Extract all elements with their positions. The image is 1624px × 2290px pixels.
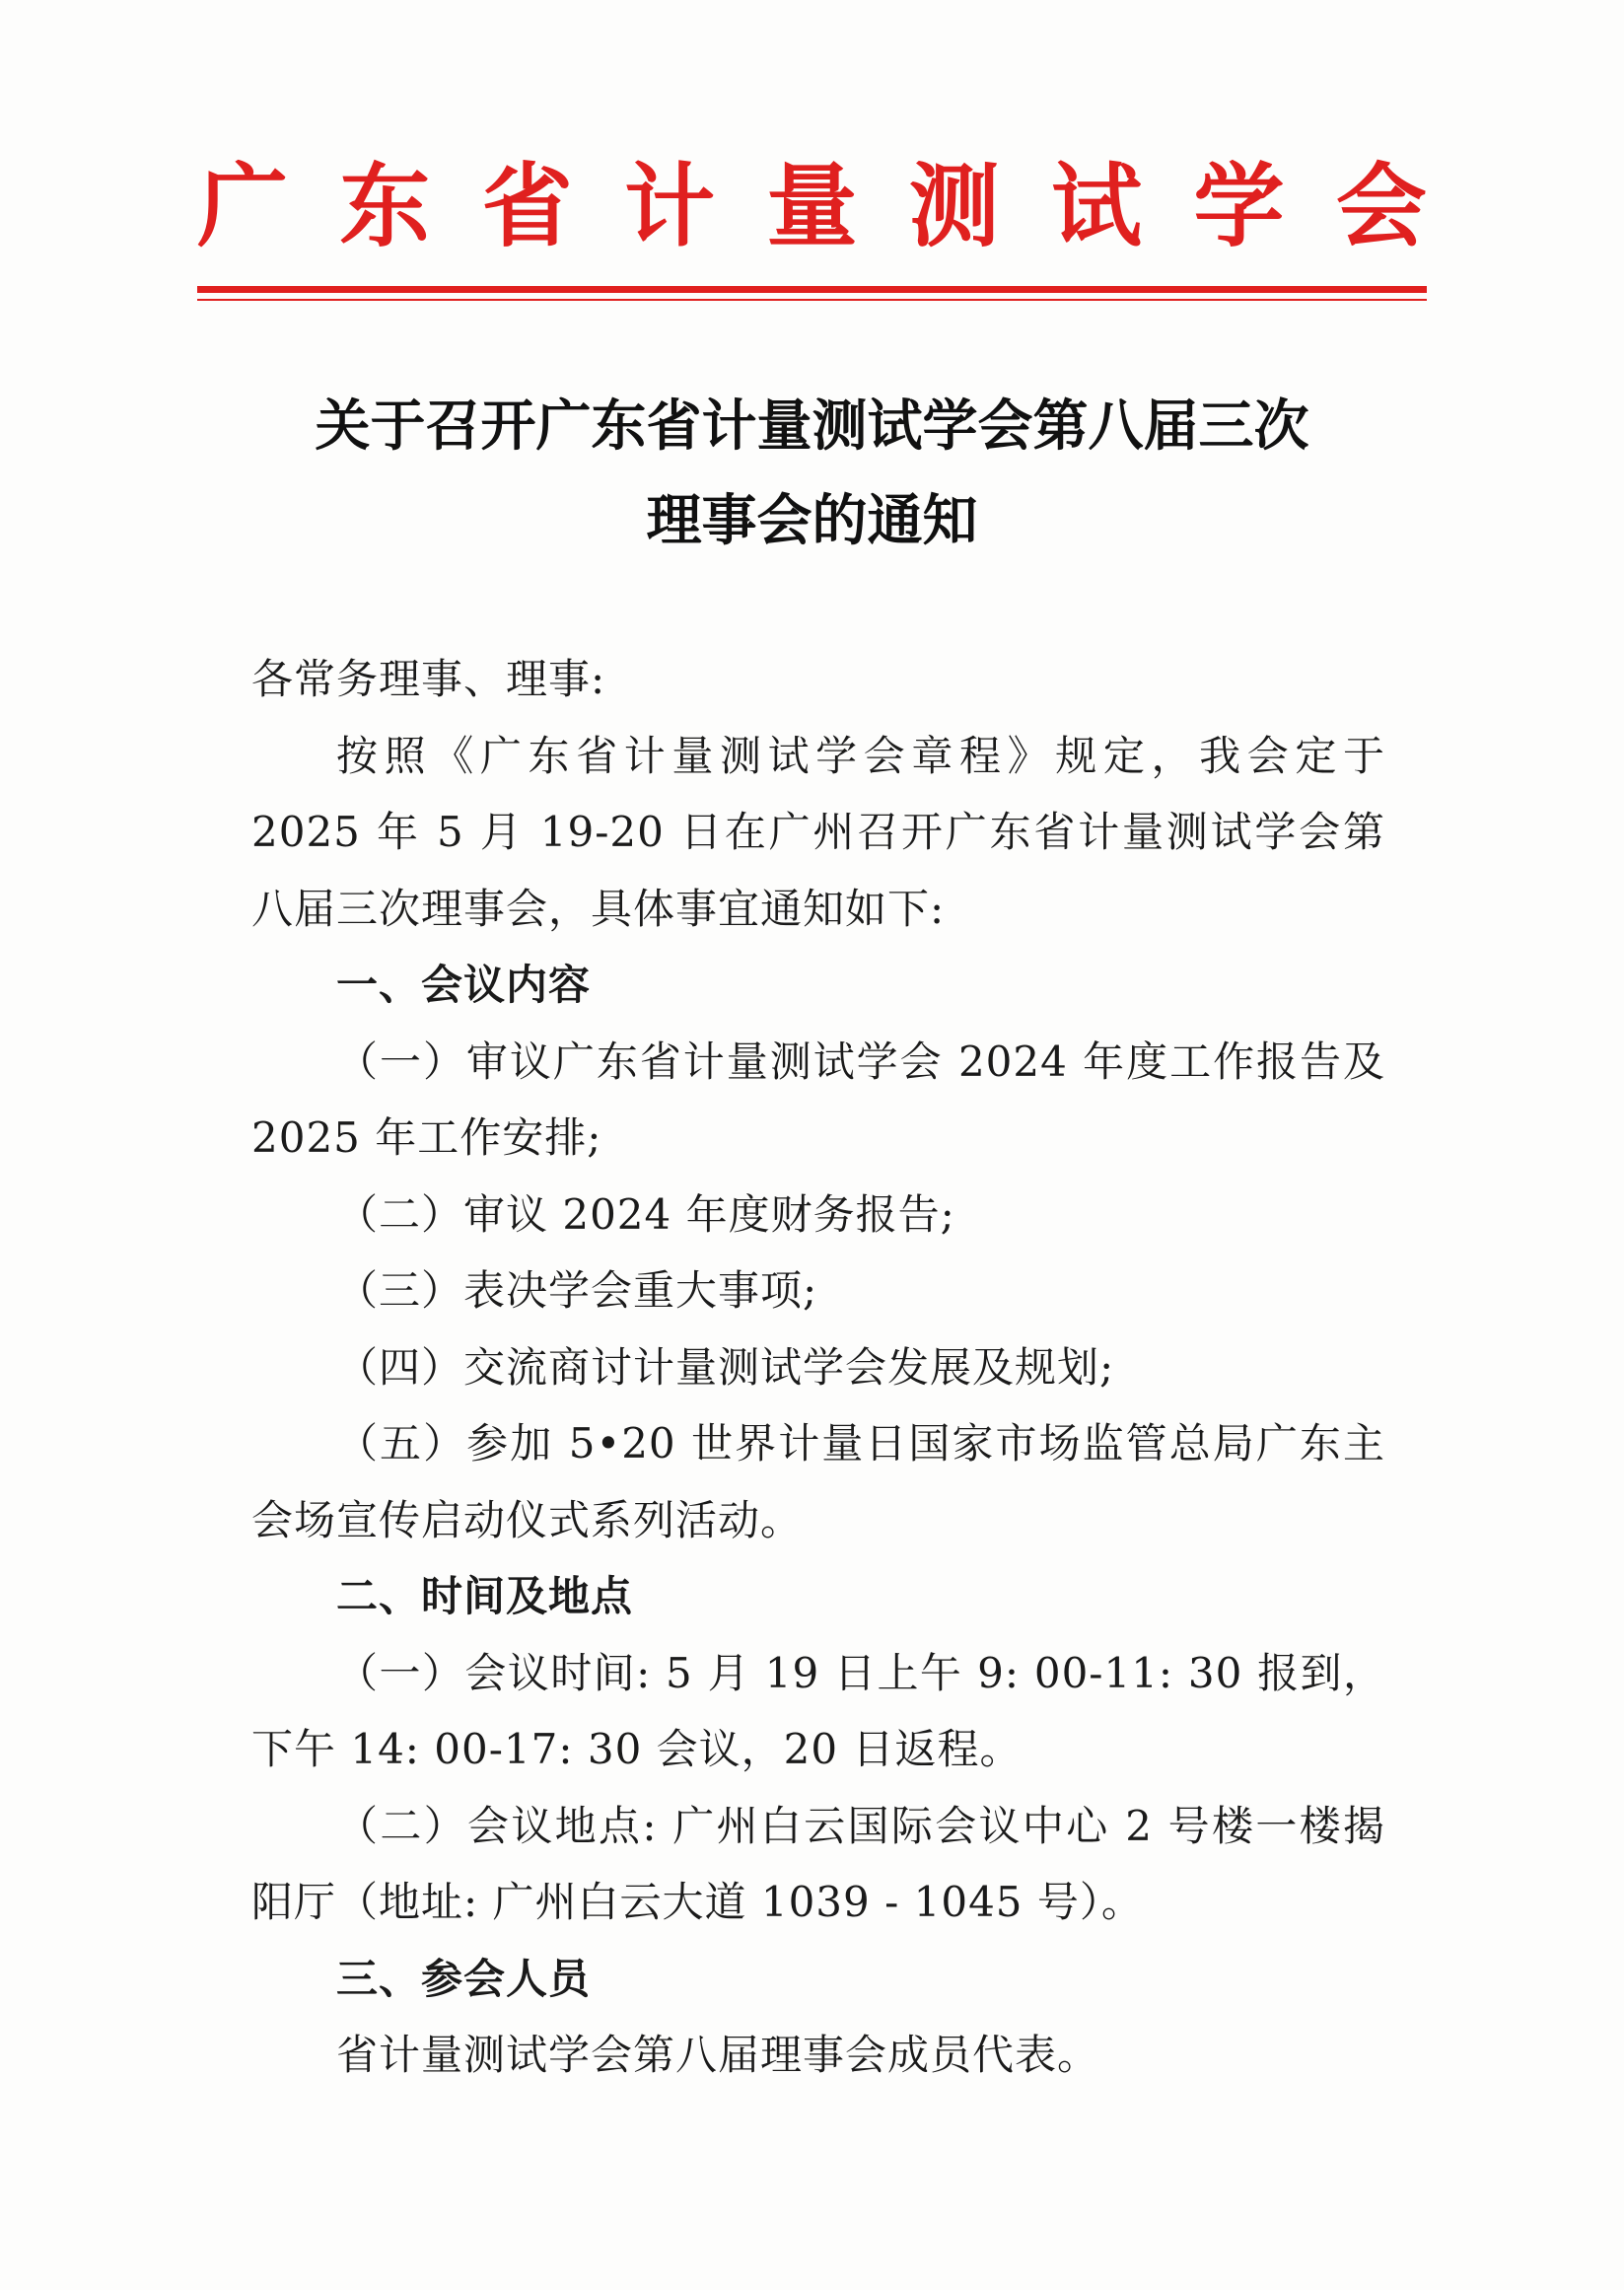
attendees-text: 省计量测试学会第八届理事会成员代表。 <box>336 2031 1100 2079</box>
content-item: （二）审议 2024 年度财务报告; <box>336 1189 955 1239</box>
letterhead-char: 省 <box>481 154 573 259</box>
section-heading-attendees: 三、参会人员 <box>336 1954 592 2003</box>
letterhead-char: 测 <box>908 154 1000 259</box>
section-heading-content: 一、会议内容 <box>336 961 592 1009</box>
document-body <box>251 641 1385 2094</box>
content-item: （五）参加 5•20 世界计量日国家市场监管总局广东主会场宣传启动仪式系列活动。 <box>251 1419 1385 1544</box>
letterhead-char: 东 <box>339 154 431 259</box>
title-line-1: 关于召开广东省计量测试学会第八届三次 <box>315 394 1309 459</box>
content-item: （一）审议广东省计量测试学会 2024 年度工作报告及 2025 年工作安排; <box>251 1037 1385 1162</box>
letterhead-char: 试 <box>1051 154 1143 259</box>
letterhead-rule-thick <box>197 286 1427 293</box>
intro-paragraph: 按照《广东省计量测试学会章程》规定，我会定于 2025 年 5 月 19-20 日在广州召开广东省计量测试学会第八届三次理事会，具体事宜通知如下: <box>251 731 1385 933</box>
salutation: 各常务理事、理事: <box>251 655 606 703</box>
section-heading-time-place: 二、时间及地点 <box>336 1572 634 1620</box>
letterhead-rule-thin <box>197 299 1427 301</box>
letterhead-char: 计 <box>624 154 716 259</box>
title-line-2: 理事会的通知 <box>646 489 978 553</box>
letterhead-organization-name <box>197 148 1427 266</box>
letterhead-char: 会 <box>1335 154 1427 259</box>
place-item: （二）会议地点: 广州白云国际会议中心 2 号楼一楼揭阳厅（地址: 广州白云大道 1039 - 1045 号）。 <box>251 1801 1385 1926</box>
document-title <box>197 380 1427 569</box>
content-item: （四）交流商讨计量测试学会发展及规划; <box>336 1342 1115 1392</box>
content-item: （三）表决学会重大事项; <box>336 1266 818 1315</box>
letterhead-char: 广 <box>197 154 289 259</box>
time-item: （一）会议时间: 5 月 19 日上午 9: 00-11: 30 报到，下午 14: 00-17: 30 会议，20 日返程。 <box>251 1648 1385 1773</box>
letterhead-char: 量 <box>766 154 858 259</box>
letterhead-char: 学 <box>1193 154 1285 259</box>
